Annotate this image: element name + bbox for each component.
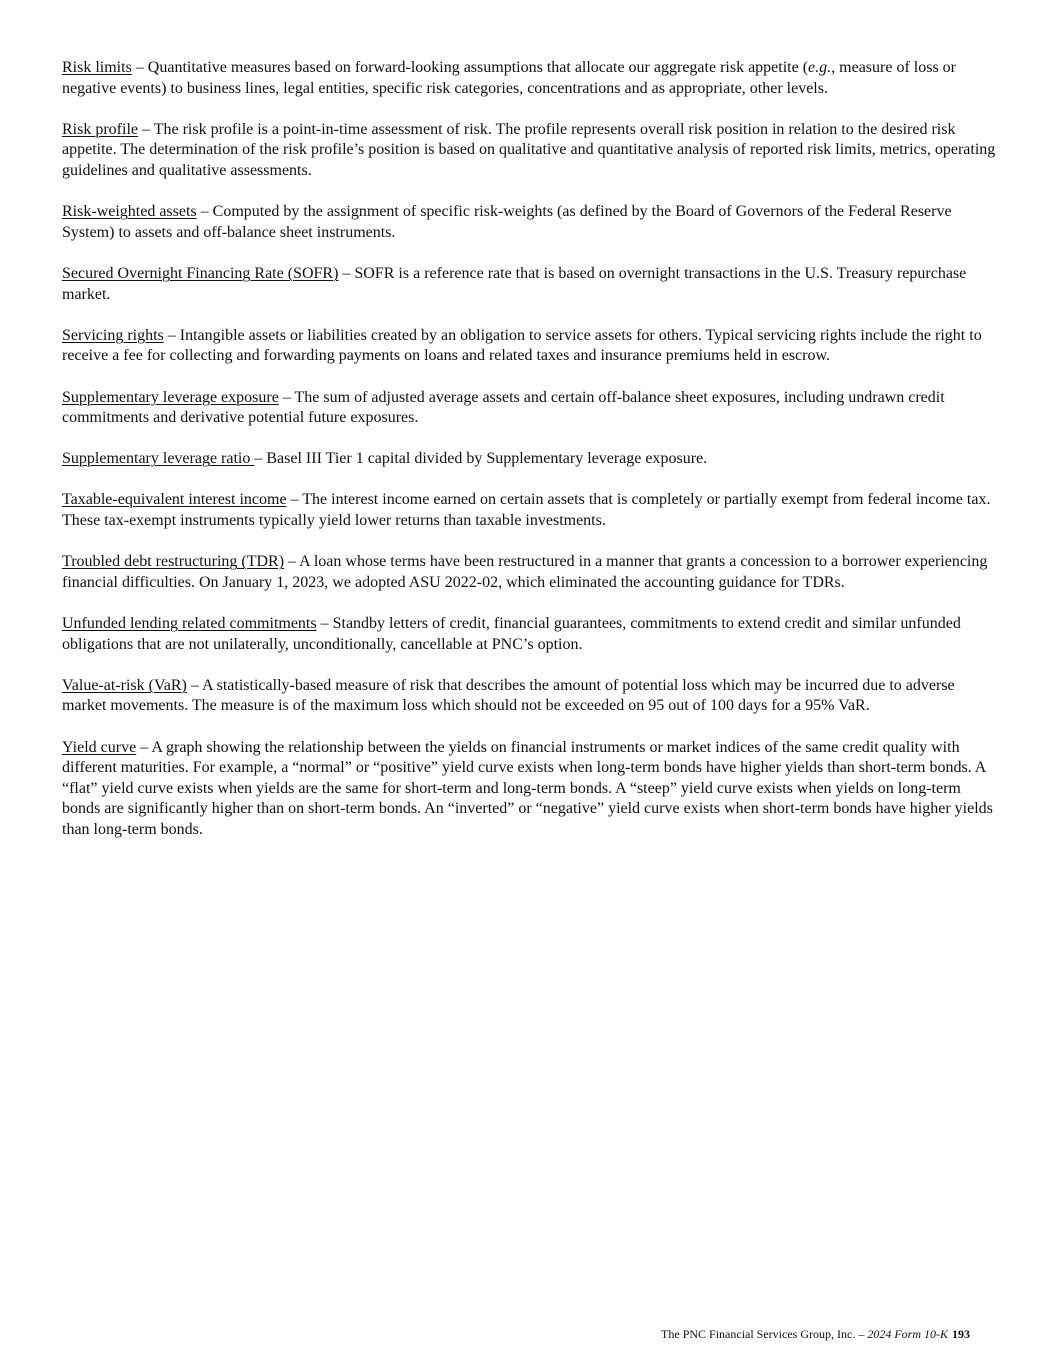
glossary-entry-var [62, 676, 997, 717]
glossary-entry-sofr [62, 264, 997, 305]
glossary-entry-tdr [62, 552, 997, 593]
glossary-definition: – Standby letters of credit, financial guarantees, commitments to extend credit and similar unfunded obligations that are not unilaterally, unconditionally, cancellable at PNC’s option. [62, 615, 961, 653]
glossary-definition-italic: e.g., [808, 59, 836, 76]
glossary-term: Servicing rights [62, 326, 164, 344]
glossary-term: Taxable-equivalent interest income [62, 491, 287, 509]
footer-form: 2024 Form 10-K [867, 1327, 948, 1341]
glossary-term: Unfunded lending related commitments [62, 615, 317, 633]
glossary-term: Yield curve [62, 738, 137, 756]
glossary-entry-supplementary-leverage-exposure [62, 388, 997, 429]
glossary-term: Risk profile [62, 120, 138, 138]
glossary-definition: – Computed by the assignment of specific risk-weights (as defined by the Board of Governors of the Federal Reserve System) to assets and off-balance sheet instruments. [62, 203, 952, 241]
page-footer [661, 1326, 970, 1342]
glossary-entry-taxable-equivalent-interest-income [62, 490, 997, 531]
glossary-term: Supplementary leverage ratio [62, 450, 255, 468]
glossary-entry-unfunded-lending-related-commitments [62, 614, 997, 655]
glossary-entry-servicing-rights [62, 326, 997, 367]
glossary-term: Secured Overnight Financing Rate (SOFR) [62, 264, 339, 282]
glossary-term: Troubled debt restructuring (TDR) [62, 553, 285, 571]
glossary-entry-risk-limits [62, 58, 997, 99]
glossary-definition: – A loan whose terms have been restructured in a manner that grants a concession to a borrower experiencing financial difficulties. On January 1, 2023, we adopted ASU 2022-02, which eliminated the accounting guidance for TDRs. [62, 553, 988, 591]
glossary-definition: – Intangible assets or liabilities created by an obligation to service assets for others. Typical servicing rights include the right to receive a fee for collecting and forwarding payments on loans and related taxes and insurance premiums held in escrow. [62, 326, 982, 365]
glossary-term: Risk limits [62, 59, 132, 76]
glossary-definition: – Basel III Tier 1 capital divided by Supplementary leverage exposure. [254, 450, 708, 468]
glossary-definition: – The risk profile is a point-in-time assessment of risk. The profile represents overall risk position in relation to the desired risk appetite. The determination of the risk profile’s position is based on qualitative and quantitative analysis of reported risk limits, metrics, operating guidelines and qualitative assessments. [62, 120, 996, 179]
page-number: 193 [952, 1327, 970, 1341]
glossary-entry-supplementary-leverage-ratio [62, 449, 997, 470]
glossary-definition: – A graph showing the relationship between the yields on financial instruments or market indices of the same credit quality with different maturities. For example, a “normal” or “positive” yield curve exists when long-term bonds have higher yields than short-term bonds. A “flat” yield curve exists when yields are the same for short-term and long-term bonds. A “steep” yield curve exists when yields on long-term bonds are significantly higher than on short-term bonds. An “inverted” or “negative” yield curve exists when short-term bonds have higher yields than long-term bonds. [62, 738, 993, 838]
glossary-definition: – SOFR is a reference rate that is based on overnight transactions in the U.S. Treasury repurchase market. [62, 264, 967, 303]
glossary-definition: measure of loss or negative events) to business lines, legal entities, specific risk categories, concentrations and as appropriate, other levels. [62, 59, 956, 97]
footer-company: The PNC Financial Services Group, Inc. – [661, 1327, 868, 1341]
glossary-entry-risk-profile [62, 120, 997, 182]
glossary-definition: – The interest income earned on certain assets that is completely or partially exempt from federal income tax. These tax-exempt instruments typically yield lower returns than taxable investments. [62, 491, 991, 530]
glossary-term: Value-at-risk (VaR) [62, 676, 187, 694]
glossary-term: Risk-weighted assets [62, 203, 197, 221]
glossary-entry-risk-weighted-assets [62, 202, 997, 243]
glossary-list [62, 58, 997, 861]
glossary-definition: – A statistically-based measure of risk that describes the amount of potential loss which may be incurred due to adverse market movements. The measure is of the maximum loss which should not be exceeded on 95 out of 100 days for a 95% VaR. [62, 676, 955, 715]
glossary-entry-yield-curve [62, 738, 997, 841]
glossary-definition: – The sum of adjusted average assets and certain off-balance sheet exposures, including undrawn credit commitments and derivative potential future exposures. [62, 388, 945, 427]
glossary-definition: – Quantitative measures based on forward-looking assumptions that allocate our aggregate risk appetite ( [131, 59, 809, 76]
glossary-term: Supplementary leverage exposure [62, 388, 279, 406]
